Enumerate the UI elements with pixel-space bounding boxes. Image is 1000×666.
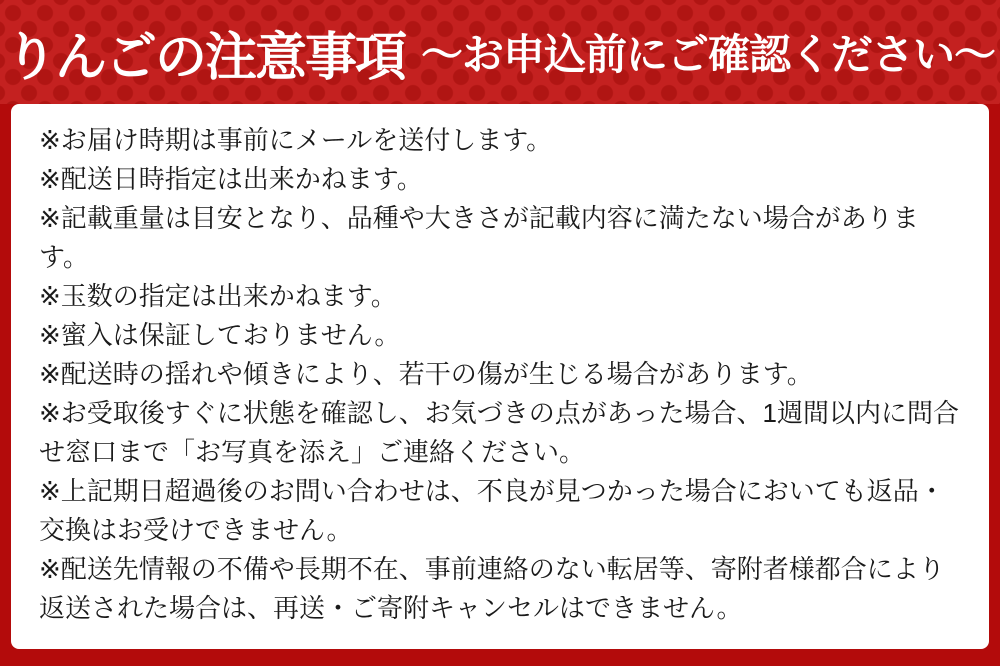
note-item: ※配送日時指定は出来かねます。 bbox=[39, 164, 423, 194]
note-item: ※お受取後すぐに状態を確認し、お気づきの点があった場合、1週間以内に問合せ窓口まで「お写真を添え」ご連絡ください。 bbox=[39, 398, 959, 467]
notice-header bbox=[0, 0, 1000, 104]
note-item: ※上記期日超過後のお問い合わせは、不良が見つかった場合においても返品・交換はお受けできません。 bbox=[39, 476, 945, 545]
note-item: ※お届け時期は事前にメールを送付します。 bbox=[39, 125, 553, 155]
notice-subtitle: ～お申込前にご確認ください～ bbox=[421, 31, 996, 78]
note-item: ※玉数の指定は出来かねます。 bbox=[39, 281, 397, 311]
note-item: ※配送時の揺れや傾きにより、若干の傷が生じる場合があります。 bbox=[39, 359, 813, 389]
note-item: ※配送先情報の不備や長期不在、事前連絡のない転居等、寄附者様都合により返送された場合は、再送・ご寄附キャンセルはできません。 bbox=[39, 554, 945, 623]
note-item: ※記載重量は目安となり、品種や大きさが記載内容に満たない場合があります。 bbox=[39, 203, 919, 272]
notice-body-panel bbox=[11, 104, 989, 649]
notice-title: りんごの注意事項 bbox=[4, 28, 405, 87]
notes-list bbox=[39, 121, 961, 628]
note-item: ※蜜入は保証しておりません。 bbox=[39, 320, 401, 350]
